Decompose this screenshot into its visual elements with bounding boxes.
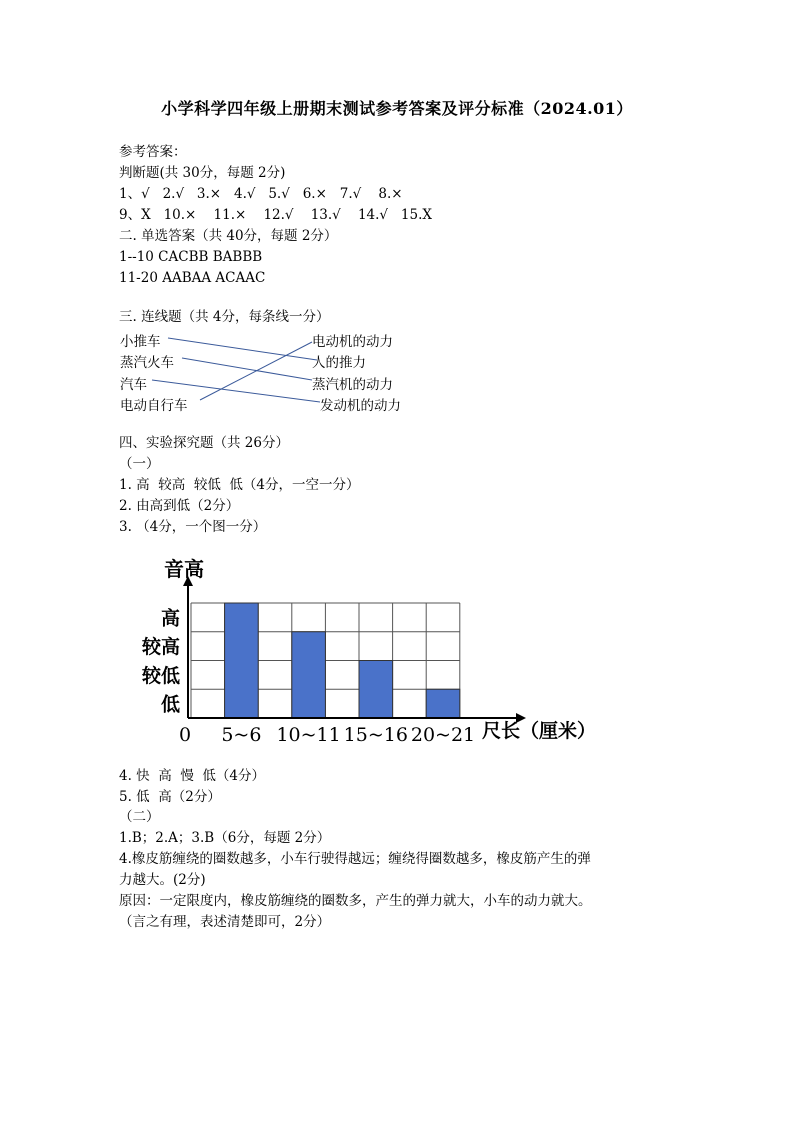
section-choice-heading: 二. 单选答案（共 40分，每题 2分） (119, 228, 338, 244)
y-tick-label: 较低 (141, 664, 180, 687)
x-axis-title: 尺长（厘米） (482, 720, 597, 742)
reference-answer-heading: 参考答案： (119, 144, 187, 160)
matching-left-item: 小推车 (120, 334, 161, 350)
matching-left-item: 电动自行车 (120, 398, 188, 414)
subsection-2-answer-4a: 4.橡皮筋缠绕的圈数越多，小车行驶得越远；缠绕得圈数越多，橡皮筋产生的弹 (119, 851, 591, 867)
section-matching-heading: 三. 连线题（共 4分，每条线一分） (119, 309, 330, 325)
experiment-answer-2: 2. 由高到低（2分） (119, 498, 240, 514)
matching-right-item: 电动机的动力 (312, 334, 393, 350)
x-tick-label: 20~21 (410, 724, 476, 746)
section-judgement-heading: 判断题(共 30分，每题 2分) (119, 165, 286, 181)
chart-bar (426, 689, 460, 718)
experiment-answer-3: 3. （4分，一个图一分） (119, 519, 267, 535)
y-tick-label: 高 (160, 607, 180, 630)
y-axis-title: 音高 (164, 557, 204, 581)
subsection-2-answers: 1.B；2.A；3.B（6分，每题 2分） (119, 830, 331, 846)
x-tick-label: 15~16 (343, 724, 408, 746)
experiment-answer-4: 4. 快 高 慢 低（4分） (119, 768, 266, 784)
choice-answers-11-20: 11-20 AABAA ACAAC (119, 270, 266, 286)
chart-bar (225, 603, 259, 718)
page-title: 小学科学四年级上册期末测试参考答案及评分标准（2024.01） (161, 99, 633, 118)
y-tick-label: 低 (160, 693, 180, 716)
y-tick-label: 较高 (141, 636, 180, 659)
reason-text: 原因：一定限度内，橡皮筋缠绕的圈数多，产生的弹力就大，小车的动力就大。 (119, 893, 592, 909)
matching-left-item: 蒸汽火车 (120, 355, 174, 371)
matching-right-item: 蒸汽机的动力 (312, 377, 393, 393)
experiment-answer-1: 1. 高 较高 较低 低（4分，一空一分） (119, 477, 360, 493)
x-tick-label: 10~11 (276, 724, 341, 746)
choice-answers-1-10: 1--10 CACBB BABBB (119, 249, 263, 265)
matching-left-item: 汽车 (120, 377, 147, 393)
judgement-answers-1-8: 1、√ 2.√ 3.× 4.√ 5.√ 6.× 7.√ 8.× (119, 186, 403, 202)
chart-bar (292, 632, 326, 718)
subsection-1-label: （一） (119, 456, 160, 472)
x-tick-label: 5~6 (221, 724, 262, 746)
matching-right-item: 发动机的动力 (320, 398, 401, 414)
subsection-2-answer-4b: 力越大。(2分) (119, 872, 206, 888)
reason-note: （言之有理，表述清楚即可，2分） (119, 914, 331, 930)
section-experiment-heading: 四、实验探究题（共 26分） (119, 435, 289, 451)
matching-right-item: 人的推力 (312, 355, 366, 371)
experiment-answer-5: 5. 低 高（2分） (119, 789, 221, 805)
origin-label: 0 (179, 724, 192, 746)
chart-bar (359, 661, 393, 719)
subsection-2-label: （二） (119, 809, 160, 825)
judgement-answers-9-15: 9、X 10.× 11.× 12.√ 13.√ 14.√ 15.X (119, 207, 432, 223)
